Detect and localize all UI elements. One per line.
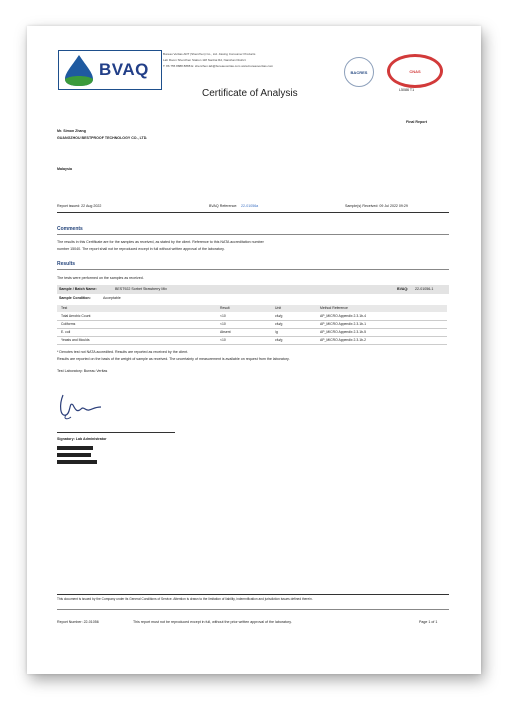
results-note: Results are reported on the basis of the weight of sample as received. The uncertainty of measurement is available on request from the laboratory.	[57, 357, 290, 361]
table-header	[57, 305, 447, 312]
contact-name: Mr. Simon Zhang	[57, 129, 86, 133]
accreditation-badge: BACRES	[344, 57, 374, 87]
cell-test: Coliforms	[61, 322, 76, 326]
report-issued: Report issued: 22 Aug 2022	[57, 204, 102, 208]
water-drop-icon	[61, 53, 97, 87]
cell-result: <10	[220, 338, 226, 342]
company-name: GUANGZHOU BESTPROOF TECHNOLOGY CO., LTD.	[57, 136, 148, 140]
footer-notice: This report must not be reproduced except in full, without the prior written approval of the laboratory.	[133, 620, 292, 624]
cell-unit: cfu/g	[275, 322, 283, 326]
reference-label: BVAQ Reference:	[209, 204, 238, 208]
divider	[57, 234, 449, 235]
condition-label: Sample Condition:	[59, 296, 91, 300]
comment-line: The results in this Certificate are for the samples as received, as stated by the client. Reference to this NATA accreditation number	[57, 240, 264, 244]
cell-test: Total Aerobic Count	[61, 314, 91, 318]
table-row	[57, 337, 447, 345]
brand-logo-text: BVAQ	[99, 60, 149, 79]
cell-unit: cfu/g	[275, 314, 283, 318]
country: Malaysia	[57, 167, 72, 171]
table-row	[57, 321, 447, 329]
cell-method: AP_MICRO Appendix 2.3.1b-5	[320, 330, 366, 334]
cell-result: <10	[220, 322, 226, 326]
divider	[57, 609, 449, 610]
column-header: Unit	[275, 306, 282, 310]
comment-line: number 15040. The report shall not be reproduced except in full without written approval of the laboratory.	[57, 247, 225, 251]
signature-mark	[57, 391, 107, 421]
divider	[57, 594, 449, 595]
cell-unit: /g	[275, 330, 278, 334]
comments-heading: Comments	[57, 226, 83, 232]
address-line-3: T: 86 755 8888 8888 E: shenzhen.lab@bureauveritas.com www.bureauveritas.com	[163, 64, 274, 68]
bvaq-value: 22-01056-1	[415, 287, 434, 291]
badge-caption: L5086 T1	[399, 88, 415, 92]
redacted-credentials	[57, 453, 91, 457]
report-status: Final Report	[406, 120, 427, 124]
report-number: Report Number: 22-01056	[57, 620, 99, 624]
page-number: Page 1 of 1	[419, 620, 438, 624]
sample-label: Sample / Batch Name:	[59, 287, 97, 291]
cell-result: <10	[220, 314, 226, 318]
certificate-page	[27, 26, 481, 674]
reference-value: 22-01056a	[241, 204, 259, 208]
divider	[57, 269, 449, 270]
cell-test: E. coli	[61, 330, 71, 334]
cell-method: AP_MICRO Appendix 2.3.1b-4	[320, 314, 366, 318]
signature-line	[57, 432, 175, 433]
column-header: Method Reference	[320, 306, 348, 310]
cell-result: Absent	[220, 330, 231, 334]
cell-method: AP_MICRO Appendix 2.3.1b-2	[320, 338, 366, 342]
footer-disclaimer: This document is issued by the Company under its General Conditions of Service. Attention is drawn to the limitation of liability, indemnification and jurisdiction issues defined therein.	[57, 597, 313, 601]
bvaq-label: BVAQ:	[397, 287, 409, 291]
address-line-2: Lab Room Shenzhen Station 118 Nanhai Rd, Nanshan District	[163, 58, 246, 62]
samples-received: Sample(s) Received: 09 Jul 2022 09:29	[345, 204, 408, 208]
sample-value: BEST922 Sorbet Strawberry Mix	[115, 287, 167, 291]
cell-test: Yeasts and Moulds	[61, 338, 90, 342]
signatory-title: Signatory: Lab Administrator	[57, 437, 107, 441]
cell-method: AP_MICRO Appendix 2.3.1b-1	[320, 322, 366, 326]
results-heading: Results	[57, 261, 76, 267]
column-header: Test	[61, 306, 68, 310]
address-line-1: Bureau Veritas ADT (Shenzhen) Co., Ltd. Jiaxing Consumer Products	[163, 52, 256, 56]
results-intro: The tests were performed on the samples as received.	[57, 276, 144, 280]
redacted-name	[57, 446, 93, 450]
cell-unit: cfu/g	[275, 338, 283, 342]
redacted-id	[57, 460, 97, 464]
table-row	[57, 313, 447, 321]
document-title: Certificate of Analysis	[202, 88, 298, 99]
table-row	[57, 329, 447, 337]
sample-row	[57, 285, 449, 294]
condition-value: Acceptable	[103, 296, 121, 300]
divider	[57, 212, 449, 213]
cnas-badge: CNAS	[387, 54, 443, 88]
column-header: Result	[220, 306, 230, 310]
results-note: Test Laboratory: Bureau Veritas	[57, 369, 108, 373]
results-note: * Denotes test not NATA accredited. Results are reported as received by the client.	[57, 350, 189, 354]
